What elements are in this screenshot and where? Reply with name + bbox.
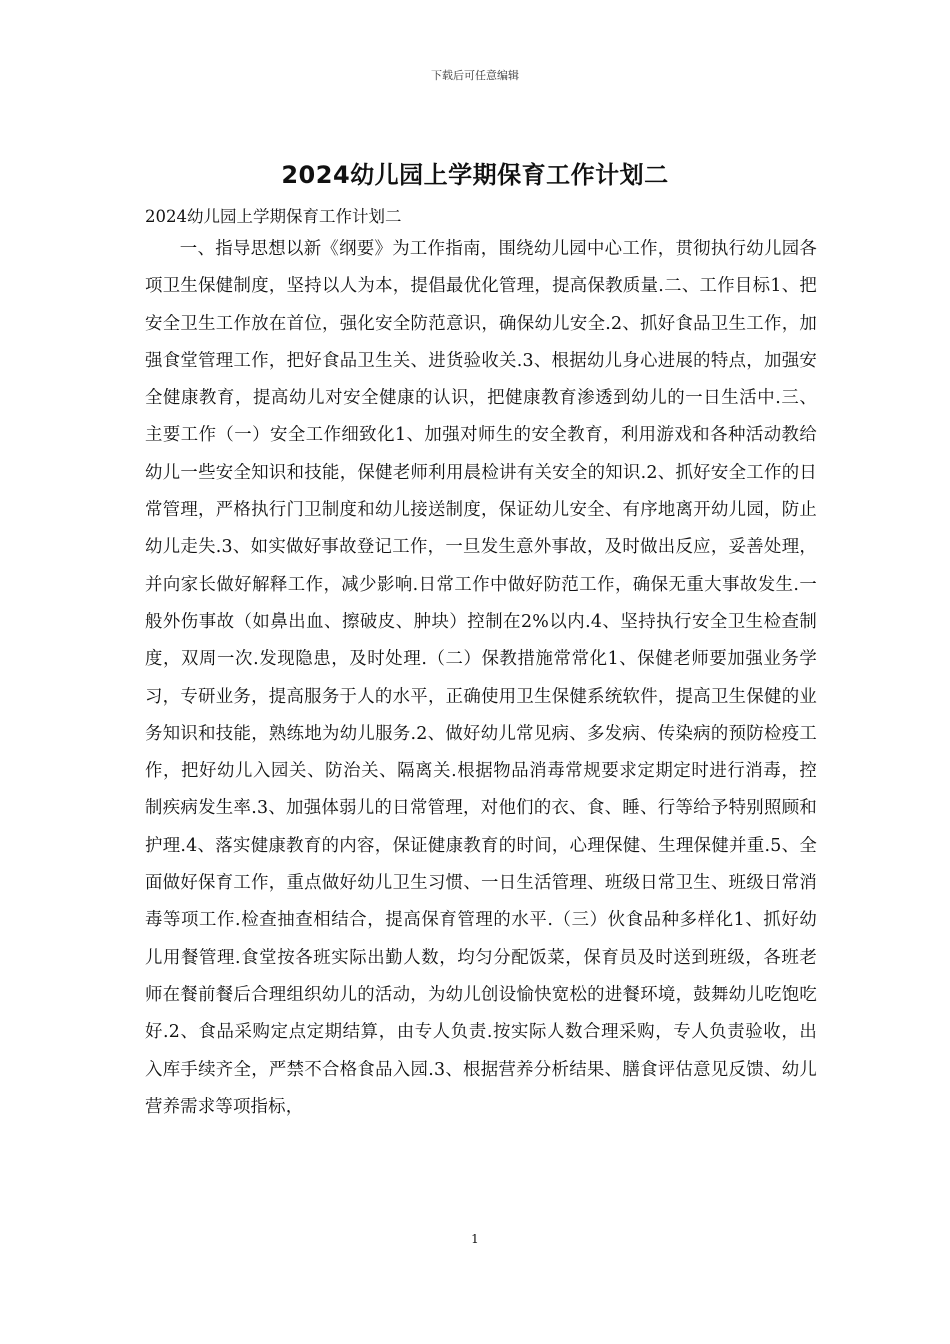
header-note: 下载后可任意编辑 (431, 69, 519, 82)
body-paragraph: 一、指导思想以新《纲要》为工作指南，围绕幼儿园中心工作，贯彻执行幼儿园各项卫生保健制度，坚持以人为本，提倡最优化管理，提高保教质量.二、工作目标1、把安全卫生工作放在首位，强化安全防范意识，确保幼儿安全.2、抓好食品卫生工作，加强食堂管理工作，把好食品卫生关、进货验收关.3、根据幼儿身心进展的特点，加强安全健康教育，提高幼儿对安全健康的认识，把健康教育渗透到幼儿的一日生活中.三、主要工作（一）安全工作细致化1、加强对师生的安全教育，利用游戏和各种活动教给幼儿一些安全知识和技能，保健老师利用晨检讲有关安全的知识.2、抓好安全工作的日常管理，严格执行门卫制度和幼儿接送制度，保证幼儿安全、有序地离开幼儿园，防止幼儿走失.3、如实做好事故登记工作，一旦发生意外事故，及时做出反应，妥善处理，并向家长做好解释工作，减少影响.日常工作中做好防范工作，确保无重大事故发生.一般外伤事故（如鼻出血、擦破皮、肿块）控制在2%以内.4、坚持执行安全卫生检查制度，双周一次.发现隐患，及时处理.（二）保教措施常常化1、保健老师要加强业务学习，专研业务，提高服务于人的水平，正确使用卫生保健系统软件，提高卫生保健的业务知识和技能，熟练地为幼儿服务.2、做好幼儿常见病、多发病、传染病的预防检疫工作，把好幼儿入园关、防治关、隔离关.根据物品消毒常规要求定期定时进行消毒，控制疾病发生率.3、加强体弱儿的日常管理，对他们的衣、食、睡、行等给予特别照顾和护理.4、落实健康教育的内容，保证健康教育的时间，心理保健、生理保健并重.5、全面做好保育工作，重点做好幼儿卫生习惯、一日生活管理、班级日常卫生、班级日常消毒等项工作.检查抽查相结合，提高保育管理的水平.（三）伙食品种多样化1、抓好幼儿用餐管理.食堂按各班实际出勤人数，均匀分配饭菜，保育员及时送到班级，各班老师在餐前餐后合理组织幼儿的活动，为幼儿创设愉快宽松的进餐环境，鼓舞幼儿吃饱吃好.2、食品采购定点定期结算，由专人负责.按实际人数合理采购，专人负责验收，出入库手续齐全，严禁不合格食品入园.3、根据营养分析结果、膳食评估意见反馈、幼儿营养需求等项指标， (145, 239, 817, 1117)
document-title: 2024幼儿园上学期保育工作计划二 (281, 161, 669, 189)
document-subtitle: 2024幼儿园上学期保育工作计划二 (145, 207, 402, 226)
page-number: 1 (471, 1232, 479, 1246)
